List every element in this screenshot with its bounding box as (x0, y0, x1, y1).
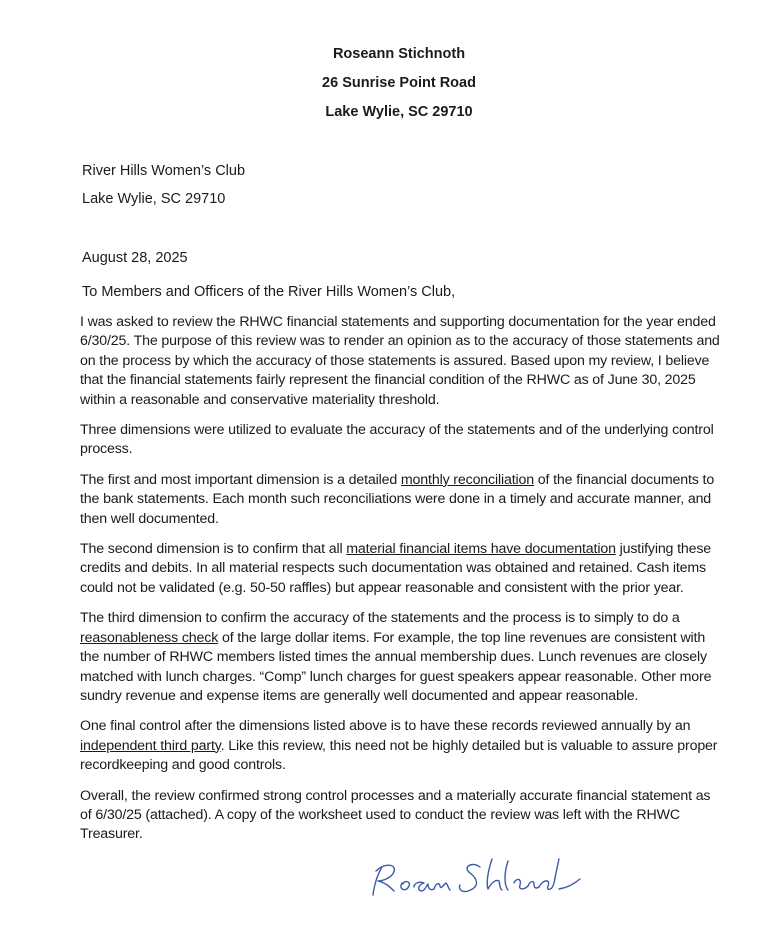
paragraph-dimensions: Three dimensions were utilized to evaluate the accuracy of the statements and of the underlying control process. (80, 422, 714, 458)
paragraph-third-dimension (80, 609, 725, 706)
paragraph-second-dimension (80, 540, 725, 598)
p6-text-b: . Like this review, this need not be highly detailed but is valuable to assure proper recordkeeping and good controls. (80, 737, 718, 774)
p5-text-b: of the large dollar items. For example, the top line revenues are consistent with the number of RHWC members listed times the annual membership dues. Lunch revenues are closely matched with lunch charges. “Comp” lunch charges for guest speakers appear reasonable. Other more sundry revenue and expense items are generally well documented and appear reasonable. (80, 629, 712, 704)
p3-text-b: of the financial documents to the bank statements. Each month such reconciliations were done in a timely and accurate manner, and then well documented. (80, 471, 715, 527)
sender-city: Lake Wylie, SC 29710 (325, 104, 473, 120)
sender-address (0, 40, 780, 127)
recipient-address (82, 157, 245, 213)
p3-text-a: The first and most important dimension is a detailed (80, 471, 401, 488)
letter-body (80, 313, 725, 856)
independent-third-party-phrase: independent third party (80, 737, 221, 754)
sender-street: 26 Sunrise Point Road (322, 75, 476, 91)
sender-name: Roseann Stichnoth (332, 46, 466, 62)
p4-text-a: The second dimension is to confirm that all (80, 541, 347, 558)
letter-date: August 28, 2025 (82, 250, 188, 266)
monthly-reconciliation-phrase: monthly reconciliation (400, 471, 535, 488)
p6-text-a: One final control after the dimensions listed above is to have these records reviewed annually by an (80, 718, 691, 735)
salutation: To Members and Officers of the River Hills Women’s Club, (82, 284, 456, 300)
p4-text-b: justifying these credits and debits. In all material respects such documentation was obtained and retained. Cash items could not be validated (e.g. 50-50 raffles) but appear reasonable and consistent with the prior year. (80, 541, 712, 596)
p5-text-a: The third dimension to confirm the accuracy of the statements and the process is to simply to do a (80, 610, 680, 627)
handwritten-signature (368, 853, 584, 899)
reasonableness-check-phrase: reasonableness check (80, 629, 219, 646)
recipient-org: River Hills Women’s Club (82, 163, 246, 179)
paragraph-final-control (80, 717, 725, 775)
material-items-phrase: material financial items have documentation (346, 541, 616, 558)
paragraph-intro: I was asked to review the RHWC financial statements and supporting documentation for the year ended 6/30/25. The purpose of this review was to render an opinion as to the accuracy of those statements and on the process by which the accuracy of those statements is assured. Based upon my review, I believe that the financial statements fairly represent the financial condition of the RHWC as of June 30, 2025 within a reasonable and conservative materiality threshold. (80, 314, 720, 408)
recipient-city: Lake Wylie, SC 29710 (82, 191, 226, 207)
paragraph-conclusion: Overall, the review confirmed strong control processes and a materially accurate financial statement as of 6/30/25 (attached). A copy of the worksheet used to conduct the review was left with the RHWC Treasurer. (80, 787, 711, 843)
paragraph-first-dimension (80, 471, 725, 529)
